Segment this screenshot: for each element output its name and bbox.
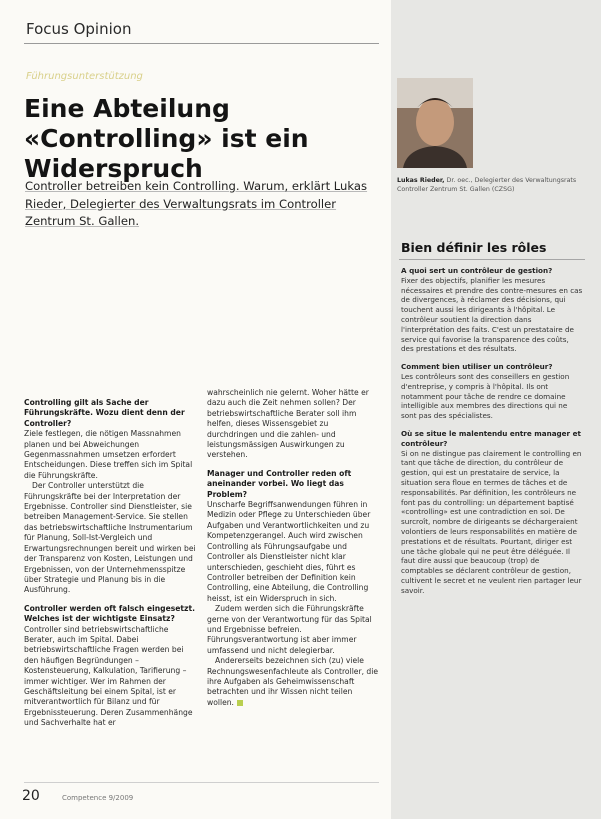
sidebar-question-1: A quoi sert un contrôleur de gestion? [401,266,553,275]
kicker: Führungsunterstützung [26,71,143,82]
portrait-photo [397,78,473,168]
sidebar-block-3 [401,429,583,596]
spacer [207,461,379,469]
sidebar-block-1 [401,266,583,354]
photo-caption [397,176,585,194]
page-number: 20 [22,788,40,804]
caption-name: Lukas Rieder, [397,177,445,184]
sidebar-block-2 [401,362,583,421]
col1-question-1: Controlling gilt als Sache der Führungskräfte. Wozu dient denn der Controller? [24,398,185,428]
col1-question-2: Controller werden oft falsch eingesetzt. Welches ist der wichtigste Einsatz? [24,603,195,624]
footer-rule [24,782,379,783]
sidebar-question-2: Comment bien utiliser un contrôleur? [401,362,553,372]
col1-text-3: Controller sind betriebswirtschaftliche Berater, auch im Spital. Dabei betriebswirtschaftliche Fragen werden bei den häufigen Begründungen – Kostensteuerung, Kalkulation, Tarifierung – immer wichtiger. Wer im Rahmen der Geschäftsleitung bei einem Spital, ist er mitverantwortlich für Bilanz und für Ergebnissteuerung. Deren Zusammenhänge und Sachverhalte hat er [24,624,193,728]
portrait-icon [397,78,473,168]
col1-text-2: Der Controller unterstützt die Führungskräfte bei der Interpretation der Ergebnisse. Controller sind Dienstleister, sie betreiben Management-Service. Sie stellen das betriebswirtschaftliche Instrumentarium für Planung, Soll-Ist-Vergleich und Erwartungsrechnungen bereit und wirken bei der Transparenz von Kosten, Leistungen und Ergebnissen, von der Unternehmensspitze über Strategie und Planung bis in die Ausführung. [24,481,196,595]
header-rule [24,43,379,44]
article-lead: Controller betreiben kein Controlling. Warum, erklärt Lukas Rieder, Delegierter des Verwaltungsrats im Controller Zentrum St. Gallen. [25,179,368,228]
col2-text-1: wahrscheinlich nie gelernt. Woher hätte er dazu auch die Zeit nehmen sollen? Der betriebswirtschaftliche Berater soll ihm helfen, dieses Wissensgebiet zu durchdringen und die zahlen- und leistungsmässigen Auswirkungen zu verstehen. [207,388,369,460]
footer-publication: Competence 9/2009 [62,794,134,802]
col2-text-4-wrap [207,656,379,708]
sidebar-body [401,266,583,604]
col2-text-2: Unscharfe Begriffsanwendungen führen in Medizin oder Pflege zu Unterschieden über Aufgaben und Verantwortlichkeiten und zu Kompetenzgerangel. Auch wird zwischen Controlling als Führungsaufgabe und Controller als Dienstleister nicht klar unterschieden, geschieht dies, führt es Controller betreiben der Definition kein Controlling, eine Abteilung, die Controlling heisst, ist ein Widerspruch in sich. [207,500,371,603]
sidebar-title: Bien définir les rôles [401,240,547,255]
spacer [24,596,196,604]
sidebar-text-3: Si on ne distingue pas clairement le controlling en tant que tâche de direction, du contrôleur de gestion, qui est un prestataire de service, la situation sera floue en termes de tâches et de responsabilités. Par définition, les contrôleurs ne font pas du controlling: un département baptisé «controlling» est une contradiction en soi. De surcroît, nombre de dirigeants se déchargeraient volontiers de leurs responsabilités en matière de prestations et de résultats. Pourtant, diriger est une tâche globale qui ne peut être déléguée. Il faut dire aussi que beaucoup (trop) de comptables se déclarent contrôleur de gestion, cultivent le secret et ne veulent rien partager leur savoir. [401,448,582,595]
article-title: Eine Abteilung «Controlling» ist ein Widerspruch [24,94,309,183]
sidebar-question-3: Où se situe le malentendu entre manager et contrôleur? [401,428,581,448]
sidebar-rule [399,259,585,260]
section-header: Focus Opinion [26,20,132,38]
caption-text: Dr. oec., Delegierter des Verwaltungsrats Controller Zentrum St. Gallen (CZSG) [397,177,577,193]
col2-text-3: Zudem werden sich die Führungskräfte gerne von der Verantwortung für das Spital und Ergebnisse befreien. Führungsverantwortung ist aber immer umfassend und nicht delegierbar. [207,604,372,655]
col2-question-1: Manager und Controller reden oft aneinander vorbei. Wo liegt das Problem? [207,468,352,499]
sidebar-text-2: Les contrôleurs sont des conseillers en gestion d'entreprise, y compris à l'hôpital. Ils ont notamment pour tâche de rendre ce domaine intelligible aux membres des directions qui ne sont pas des spécialistes. [401,371,570,421]
sidebar-text-1: Fixer des objectifs, planifier les mesures nécessaires et prendre des contre-mesures en cas de divergences, à réclamer des décisions, qui touchent aussi les dirigeants à l'hôpital. Le contrôleur soutient la direction dans l'interprétation des faits. C'est un prestataire de service qui favorise la transparence des coûts, des prestations et des résultats. [401,275,583,354]
column-2 [207,388,379,708]
column-1 [24,398,196,729]
end-mark-icon [237,700,243,706]
col2-text-4: Andererseits bezeichnen sich (zu) viele Rechnungswesenfachleute als Controller, die ihre Aufgaben als Geheimwissenschaft betrachten und ihr Wissen nicht teilen wollen. [207,656,379,707]
col1-text-1: Ziele festlegen, die nötigen Massnahmen planen und bei Abweichungen Gegenmassnahmen umsetzen erfordert Entscheidungen. Diese treffen sich im Spital die Führungskräfte. [24,429,193,480]
